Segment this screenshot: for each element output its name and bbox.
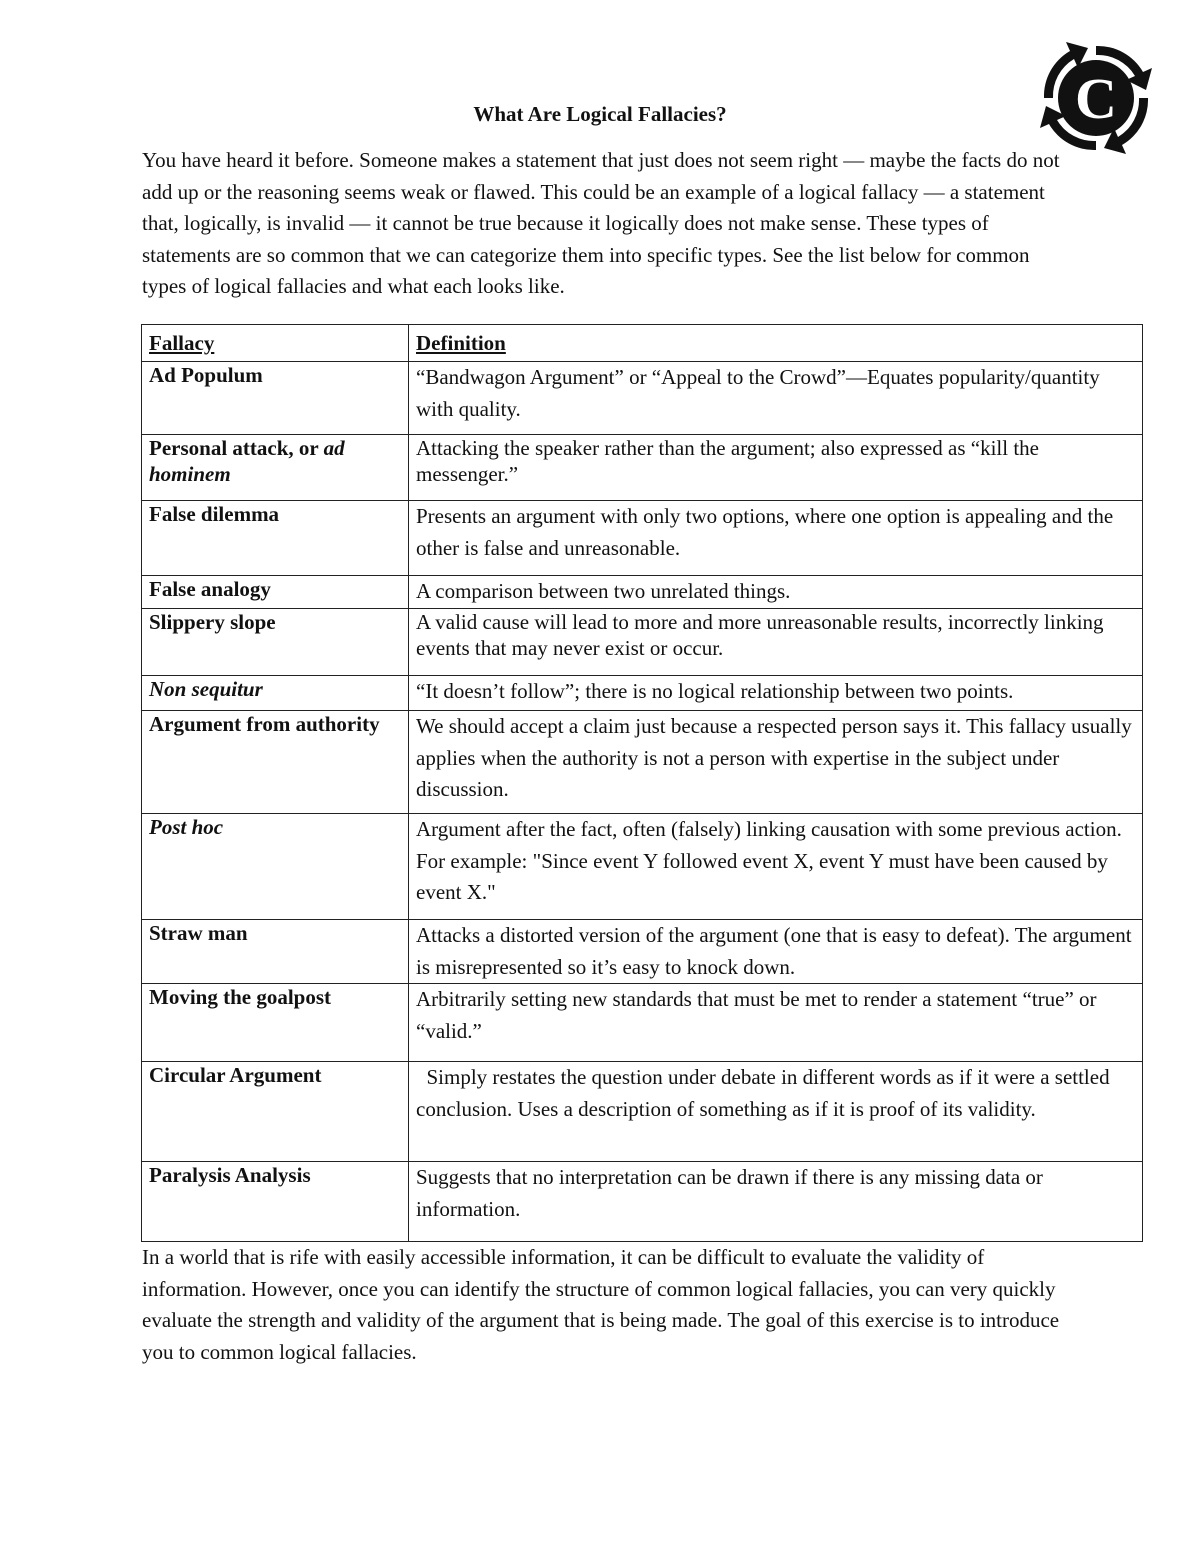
- fallacy-term: Straw man: [142, 920, 409, 984]
- fallacy-definition: “It doesn’t follow”; there is no logical relationship between two points.: [409, 676, 1143, 711]
- fallacy-definition: Suggests that no interpretation can be drawn if there is any missing data or information.: [409, 1162, 1143, 1242]
- fallacy-term: Ad Populum: [142, 362, 409, 435]
- fallacy-definition: Attacking the speaker rather than the argument; also expressed as “kill the messenger.”: [409, 435, 1143, 501]
- fallacy-table: [141, 324, 1143, 1242]
- table-row: [142, 435, 1143, 501]
- fallacy-definition: A comparison between two unrelated things.: [409, 576, 1143, 609]
- table-row: [142, 501, 1143, 576]
- fallacy-term: False analogy: [142, 576, 409, 609]
- fallacy-definition: Presents an argument with only two options, where one option is appealing and the other is false and unreasonable.: [409, 501, 1143, 576]
- header-definition: Definition: [409, 325, 1143, 362]
- table-row: [142, 576, 1143, 609]
- fallacy-definition: Simply restates the question under debate in different words as if it were a settled conclusion. Uses a description of something as if it is proof of its validity.: [409, 1062, 1143, 1162]
- table-header-row: [142, 325, 1143, 362]
- fallacy-term: False dilemma: [142, 501, 409, 576]
- fallacy-term: Argument from authority: [142, 711, 409, 814]
- table-row: [142, 1062, 1143, 1162]
- conclusion-paragraph: In a world that is rife with easily accessible information, it can be difficult to evaluate the validity of information. However, once you can identify the structure of common logical fallacies, you can very quickly evaluate the strength and validity of the argument that is being made. The goal of this exercise is to introduce you to common logical fallacies.: [142, 1245, 1060, 1364]
- fallacy-term-italic: ad hominem: [149, 436, 345, 486]
- fallacy-term: Non sequitur: [142, 676, 409, 711]
- fallacy-term: Paralysis Analysis: [142, 1162, 409, 1242]
- fallacy-term: Circular Argument: [142, 1062, 409, 1162]
- svg-text:C: C: [1075, 66, 1117, 131]
- table-row: [142, 676, 1143, 711]
- fallacy-term: Slippery slope: [142, 609, 409, 676]
- circular-c-logo-icon: [1040, 42, 1152, 154]
- table-row: [142, 984, 1143, 1062]
- header-fallacy: Fallacy: [142, 325, 409, 362]
- table-row: [142, 362, 1143, 435]
- fallacy-definition: A valid cause will lead to more and more unreasonable results, incorrectly linking events that may never exist or occur.: [409, 609, 1143, 676]
- fallacy-term: Post hoc: [142, 814, 409, 920]
- table-row: [142, 920, 1143, 984]
- fallacy-term: Moving the goalpost: [142, 984, 409, 1062]
- table-row: [142, 711, 1143, 814]
- table-row: [142, 609, 1143, 676]
- fallacy-definition: “Bandwagon Argument” or “Appeal to the Crowd”—Equates popularity/quantity with quality.: [409, 362, 1143, 435]
- fallacy-term-plain: Personal attack, or: [149, 436, 324, 460]
- page-title: What Are Logical Fallacies?: [473, 102, 727, 126]
- fallacy-definition: Argument after the fact, often (falsely) linking causation with some previous action. For example: "Since event Y followed event X, event Y must have been caused by event X.": [409, 814, 1143, 920]
- intro-paragraph: You have heard it before. Someone makes a statement that just does not seem right — maybe the facts do not add up or the reasoning seems weak or flawed. This could be an example of a logical fallacy — a statement that, logically, is invalid — it cannot be true because it logically does not make sense. These types of statements are so common that we can categorize them into specific types. See the list below for common types of logical fallacies and what each looks like.: [142, 148, 1060, 298]
- table-row: [142, 814, 1143, 920]
- fallacy-definition: Arbitrarily setting new standards that must be met to render a statement “true” or “valid.”: [409, 984, 1143, 1062]
- fallacy-term: [142, 435, 409, 501]
- fallacy-definition: Attacks a distorted version of the argument (one that is easy to defeat). The argument is misrepresented so it’s easy to knock down.: [409, 920, 1143, 984]
- table-row: [142, 1162, 1143, 1242]
- fallacy-definition: We should accept a claim just because a respected person says it. This fallacy usually applies when the authority is not a person with expertise in the subject under discussion.: [409, 711, 1143, 814]
